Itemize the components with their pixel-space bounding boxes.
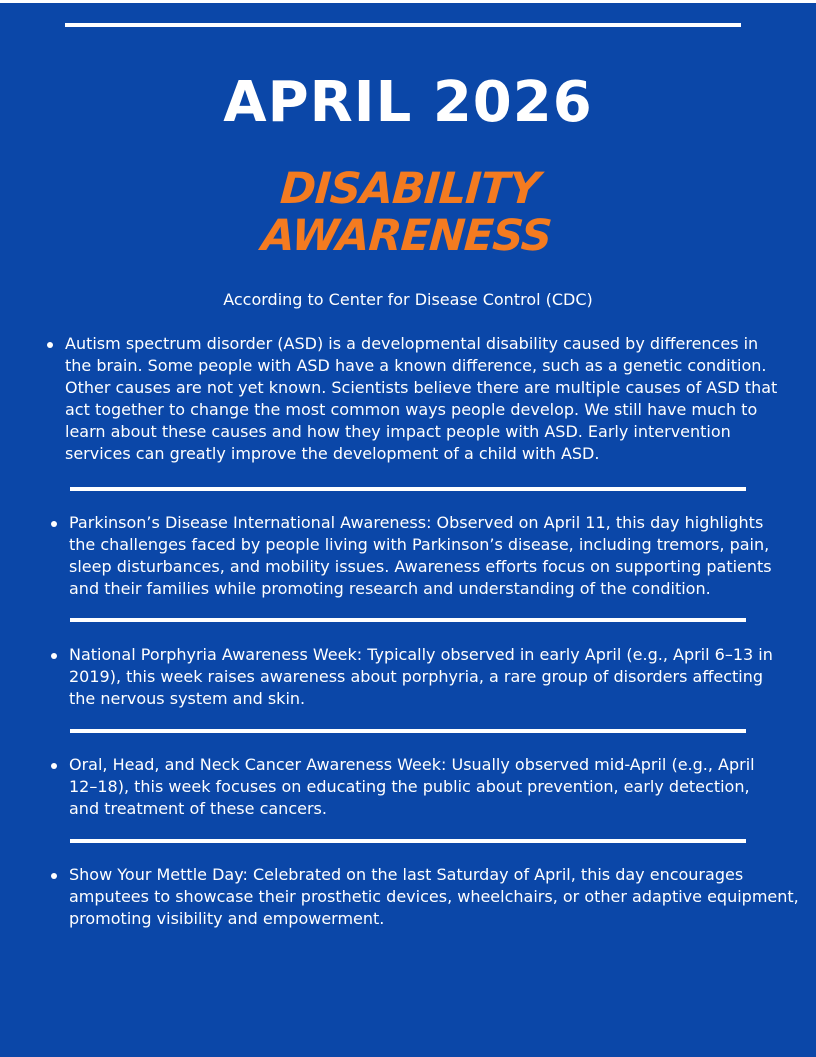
- list-item-parkinsons: Parkinson’s Disease International Awareness: Observed on April 11, this day highlights the challenges faced by people living with Parkinson’s disease, including tremors, pain, sleep disturbances, and mobility issues. Awareness efforts focus on supporting patients and their families while promoting research and understanding of the condition.: [69, 513, 772, 598]
- bullet-icon: [51, 653, 57, 659]
- page-title: APRIL 2026: [223, 70, 593, 135]
- bullet-icon: [47, 342, 53, 348]
- source-attribution: According to Center for Disease Control (CDC): [223, 290, 593, 309]
- top-divider: [65, 23, 741, 27]
- section-divider: [70, 729, 746, 733]
- subtitle-line-1: DISABILITY: [278, 164, 541, 214]
- top-edge-line: [0, 0, 816, 3]
- bullet-icon: [51, 763, 57, 769]
- section-divider: [70, 839, 746, 843]
- bullet-icon: [51, 521, 57, 527]
- list-item-autism: Autism spectrum disorder (ASD) is a developmental disability caused by differences in the brain. Some people with ASD have a known difference, such as a genetic condition. Other causes are not yet known. Scientists believe there are multiple causes of ASD that act together to change the most common ways people develop. We still have much to learn about these causes and how they impact people with ASD. Early intervention services can greatly improve the development of a child with ASD.: [65, 334, 778, 463]
- section-divider: [70, 618, 746, 622]
- bullet-icon: [51, 873, 57, 879]
- list-item-oral-cancer: Oral, Head, and Neck Cancer Awareness Week: Usually observed mid-April (e.g., April 12–18), this week focuses on educating the public about prevention, early detection, and treatment of these cancers.: [69, 755, 755, 818]
- list-item-mettle-day: Show Your Mettle Day: Celebrated on the last Saturday of April, this day encourages amputees to showcase their prosthetic devices, wheelchairs, or other adaptive equipment, promoting visibility and empowerment.: [69, 865, 799, 928]
- subtitle-line-2: AWARENESS: [259, 211, 553, 261]
- list-item-porphyria: National Porphyria Awareness Week: Typically observed in early April (e.g., April 6–13 in 2019), this week raises awareness about porphyria, a rare group of disorders affecting the nervous system and skin.: [69, 645, 773, 708]
- page-subtitle: [0, 166, 816, 260]
- section-divider: [70, 487, 746, 491]
